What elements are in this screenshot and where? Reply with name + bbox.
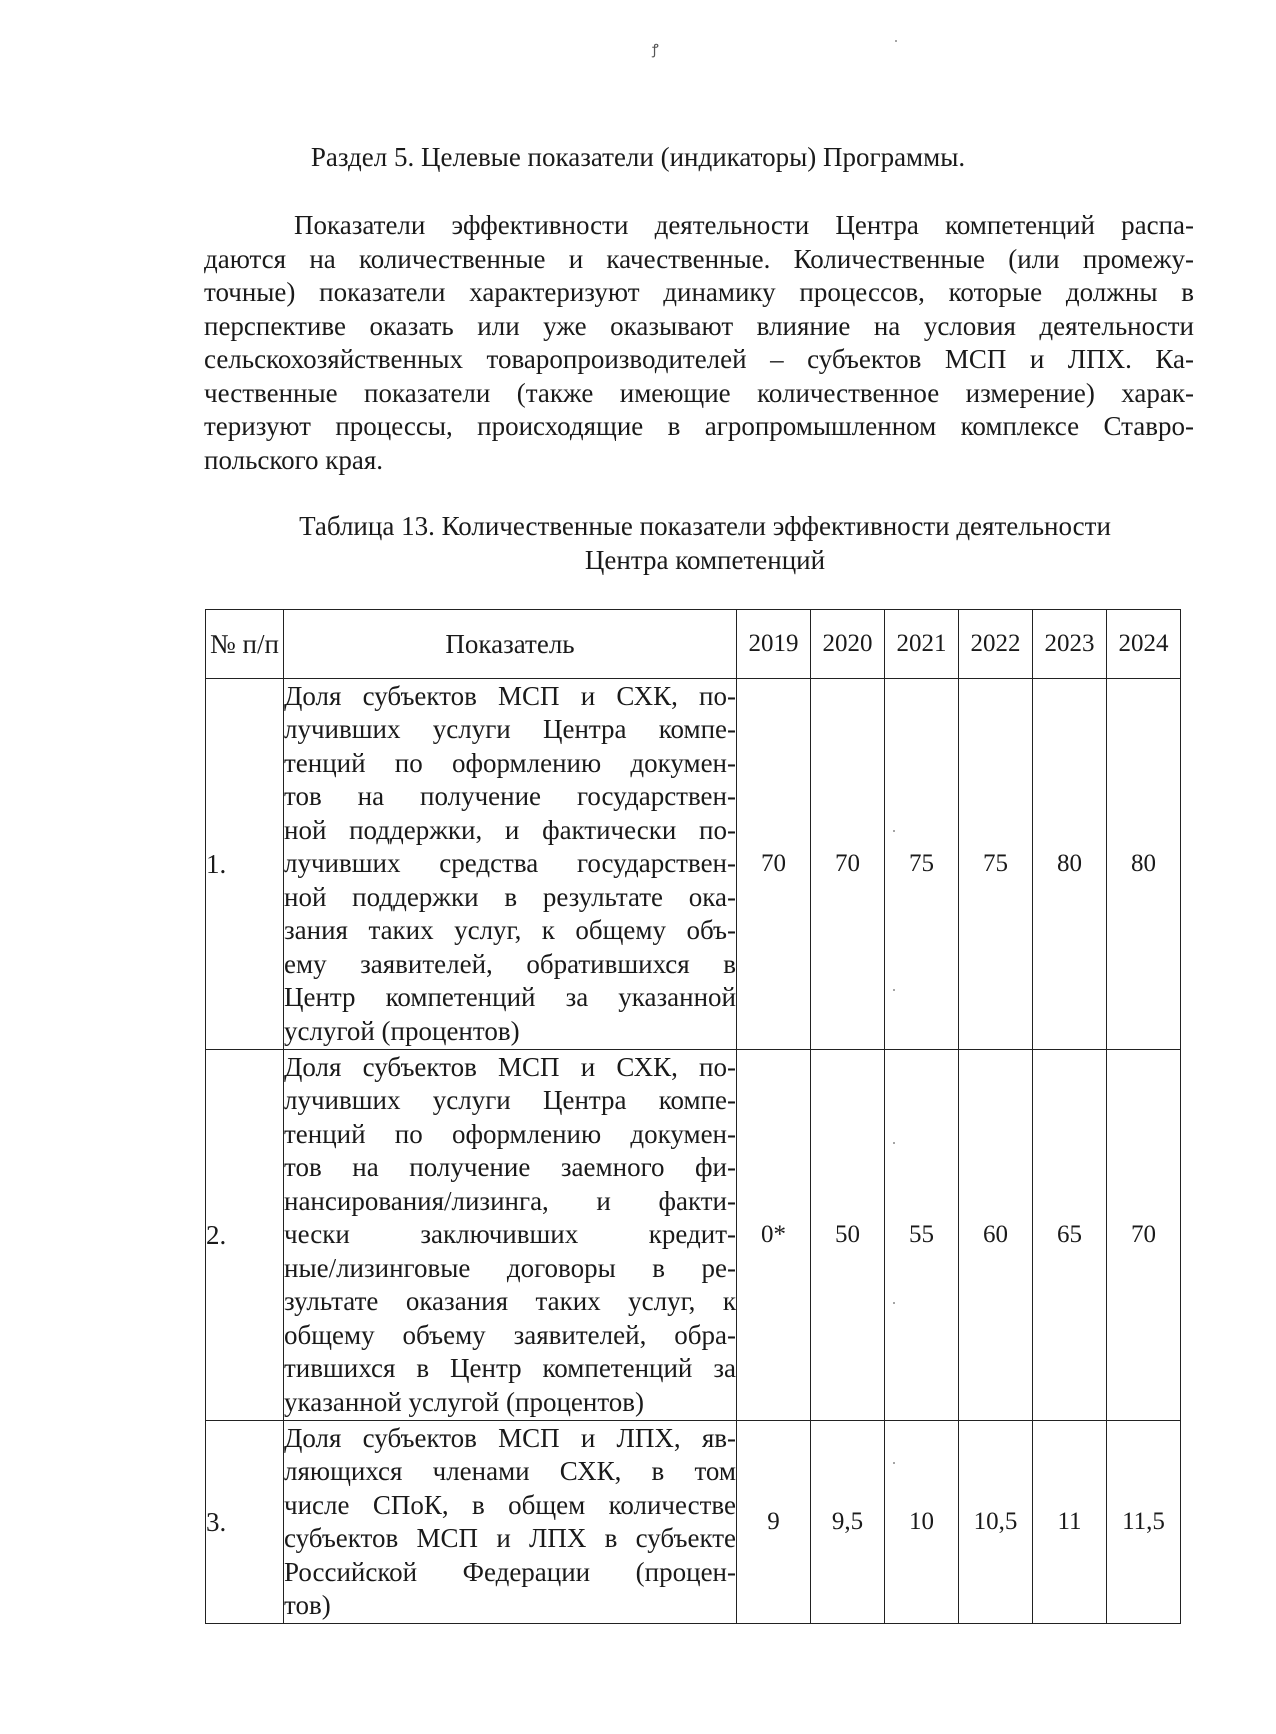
table-row — [206, 1421, 1181, 1624]
value-cell: 70 — [811, 679, 885, 1050]
indicator-line: ной поддержки, и фактически по- — [284, 814, 736, 845]
value-cell: 9 — [737, 1421, 811, 1624]
indicator-line: Центр компетенций за указанной — [284, 982, 736, 1013]
intro-paragraph — [204, 209, 1194, 477]
table-row — [206, 1050, 1181, 1421]
indicators-table — [205, 609, 1181, 1624]
indicator-line: тенций по оформлению докумен- — [284, 747, 736, 778]
indicator-line: лучивших услуги Центра компе- — [284, 1085, 736, 1116]
indicator-line: Доля субъектов МСП и ЛПХ, яв- — [284, 1422, 736, 1453]
value-cell: 70 — [737, 679, 811, 1050]
value-cell: 10,5 — [959, 1421, 1033, 1624]
indicator-line: ему заявителей, обратившихся в — [284, 948, 736, 979]
header-year: 2021 — [885, 610, 959, 679]
indicator-line: чески заключивших кредит- — [284, 1219, 736, 1250]
value-cell: 11,5 — [1107, 1421, 1181, 1624]
intro-line: сельскохозяйственных товаропроизводителей – субъектов МСП и ЛПХ. Ка- — [204, 344, 1194, 374]
scan-speck — [893, 1302, 895, 1304]
indicator-line: Российской Федерации (процен- — [284, 1556, 736, 1587]
scan-speck — [893, 1462, 895, 1464]
indicator-line: лучивших услуги Центра компе- — [284, 714, 736, 745]
section-title: Раздел 5. Целевые показатели (индикаторы) Программы. — [310, 142, 966, 172]
scan-speck — [895, 40, 897, 42]
header-num: № п/п — [206, 610, 284, 679]
table-header-row — [206, 610, 1181, 679]
intro-line: даются на количественные и качественные. Количественные (или промежу- — [204, 243, 1194, 274]
intro-line: Показатели эффективности деятельности Центра компетенций распа- — [294, 210, 1194, 240]
indicator-line: Доля субъектов МСП и СХК, по- — [284, 680, 736, 711]
row-number: 3. — [206, 1421, 284, 1624]
indicator-line: ляющихся членами СХК, в том — [284, 1456, 736, 1486]
value-cell: 65 — [1033, 1050, 1107, 1421]
value-cell: 11 — [1033, 1421, 1107, 1624]
header-year: 2019 — [737, 610, 811, 679]
value-cell: 50 — [811, 1050, 885, 1421]
value-cell: 70 — [1107, 1050, 1181, 1421]
table-caption-line-2: Центра компетенций — [584, 545, 826, 575]
intro-line: чественные показатели (также имеющие количественное измерение) харак- — [204, 377, 1194, 408]
header-year: 2024 — [1107, 610, 1181, 679]
intro-line: польского края. — [204, 444, 384, 475]
value-cell: 75 — [885, 679, 959, 1050]
intro-line: перспективе оказать или уже оказывают влияние на условия деятельности — [204, 310, 1194, 341]
indicator-name — [284, 679, 737, 1050]
scan-speck — [893, 830, 895, 832]
indicator-line: указанной услугой (процентов) — [284, 1386, 645, 1417]
header-year: 2023 — [1033, 610, 1107, 679]
indicator-line: услугой (процентов) — [284, 1015, 520, 1046]
indicator-line: зультате оказания таких услуг, к — [284, 1286, 736, 1317]
value-cell: 9,5 — [811, 1421, 885, 1624]
table-caption — [205, 509, 1205, 577]
indicator-line: тившихся в Центр компетенций за — [284, 1353, 736, 1384]
value-cell: 60 — [959, 1050, 1033, 1421]
indicator-line: лучивших средства государствен- — [284, 848, 736, 879]
indicator-line: субъектов МСП и ЛПХ в субъекте — [284, 1523, 736, 1553]
table-caption-line-1: Таблица 13. Количественные показатели эффективности деятельности — [299, 511, 1111, 541]
row-number: 1. — [206, 679, 284, 1050]
value-cell: 0* — [737, 1050, 811, 1421]
indicator-line: общему объему заявителей, обра- — [284, 1319, 736, 1350]
indicator-line: тов на получение государствен- — [284, 781, 736, 812]
indicator-line: числе СПоК, в общем количестве — [284, 1489, 736, 1520]
intro-line: точные) показатели характеризуют динамику процессов, которые должны в — [204, 277, 1194, 307]
header-year: 2022 — [959, 610, 1033, 679]
indicator-line: ной поддержки в результате ока- — [284, 881, 736, 912]
indicator-line: тов на получение заемного фи- — [284, 1152, 736, 1183]
page-mark: ꝭ — [652, 43, 659, 58]
indicator-line: ные/лизинговые договоры в ре- — [284, 1252, 736, 1283]
indicator-name — [284, 1421, 737, 1624]
indicator-name — [284, 1050, 737, 1421]
value-cell: 80 — [1033, 679, 1107, 1050]
header-indicator: Показатель — [284, 610, 737, 679]
table-row — [206, 679, 1181, 1050]
intro-line: теризуют процессы, происходящие в агропромышленном комплексе Ставро- — [204, 411, 1194, 441]
header-year: 2020 — [811, 610, 885, 679]
value-cell: 80 — [1107, 679, 1181, 1050]
indicator-line: тенций по оформлению докумен- — [284, 1118, 736, 1149]
value-cell: 75 — [959, 679, 1033, 1050]
indicator-line: нансирования/лизинга, и факти- — [284, 1185, 736, 1216]
value-cell: 10 — [885, 1421, 959, 1624]
row-number: 2. — [206, 1050, 284, 1421]
indicator-line: Доля субъектов МСП и СХК, по- — [284, 1051, 736, 1082]
scan-speck — [893, 989, 895, 991]
scan-speck — [893, 1142, 895, 1144]
indicator-line: зания таких услуг, к общему объ- — [284, 915, 736, 946]
value-cell: 55 — [885, 1050, 959, 1421]
indicator-line: тов) — [284, 1590, 331, 1620]
